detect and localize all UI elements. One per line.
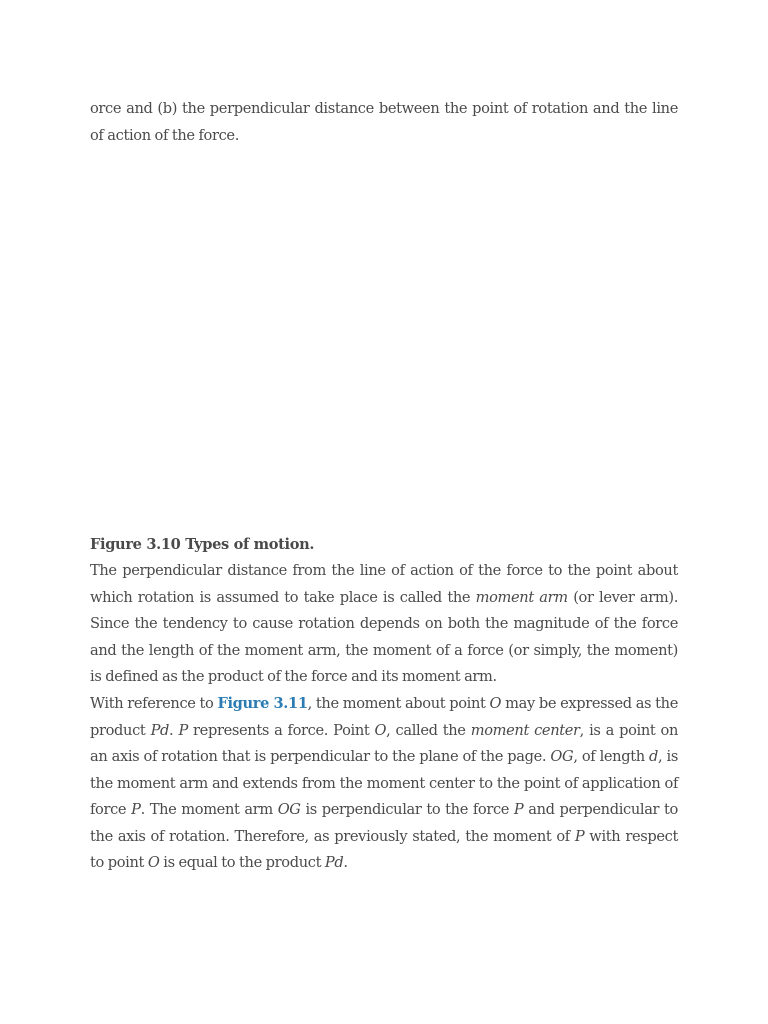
text-run: is equal to the product — [159, 854, 325, 871]
figure-caption: Figure 3.10 Types of motion. — [90, 536, 315, 553]
intro-text: orce and (b) the perpendicular distance between the point of rotation and the line of action of the force. — [90, 100, 678, 144]
symbol-p: P — [178, 721, 188, 739]
text-run: . The moment arm — [140, 801, 278, 818]
text-run: and perpendicular to the axis of rotation. Therefore, as previously stated, the moment of — [90, 801, 678, 845]
term-moment-center: moment center — [470, 721, 580, 739]
symbol-o: O — [147, 854, 160, 871]
text-run: . — [169, 721, 179, 739]
symbol-p: P — [574, 827, 585, 845]
symbol-og: OG — [550, 748, 574, 765]
symbol-d: d — [649, 748, 659, 765]
text-run: , is a point on an axis of rotation that is perpendicular to the plane of the page. — [90, 721, 679, 765]
text-run: , called the — [386, 721, 471, 739]
symbol-p: P — [131, 801, 141, 818]
text-run: may be expressed as the product — [90, 695, 679, 739]
symbol-p: P — [513, 801, 524, 818]
text-run: represents a force. Point — [187, 721, 375, 739]
symbol-o: O — [489, 695, 502, 712]
symbol-pd: Pd — [324, 854, 344, 871]
symbol-og: OG — [277, 801, 301, 818]
text-run: , of length — [573, 748, 650, 765]
text-run: The perpendicular distance from the line of action of the force to the point about which rotation is assumed to take place is called the — [90, 562, 678, 606]
text-run: (or lever arm). Since the tendency to cause rotation depends on both the magnitude of the force and the length of the moment arm, the moment of a force (or simply, the moment) is defined as the product of the force and its moment arm. — [90, 588, 678, 685]
text-run: with respect to point — [90, 827, 678, 871]
moment-arm-paragraph — [90, 558, 678, 691]
figure-3-11-link[interactable]: Figure 3.11 — [217, 695, 308, 712]
text-run: . — [343, 854, 348, 871]
figure-placeholder — [90, 160, 678, 520]
text-run: , the moment about point — [307, 695, 490, 712]
intro-paragraph — [90, 96, 678, 149]
text-run: With reference to — [90, 695, 218, 712]
symbol-pd: Pd — [150, 721, 170, 739]
reference-paragraph — [90, 691, 678, 877]
symbol-o: O — [374, 721, 387, 739]
text-run: is perpendicular to the force — [300, 801, 514, 818]
text-run: , is the moment arm and extends from the moment center to the point of application of force — [90, 748, 678, 818]
term-moment-arm: moment arm — [475, 588, 568, 606]
